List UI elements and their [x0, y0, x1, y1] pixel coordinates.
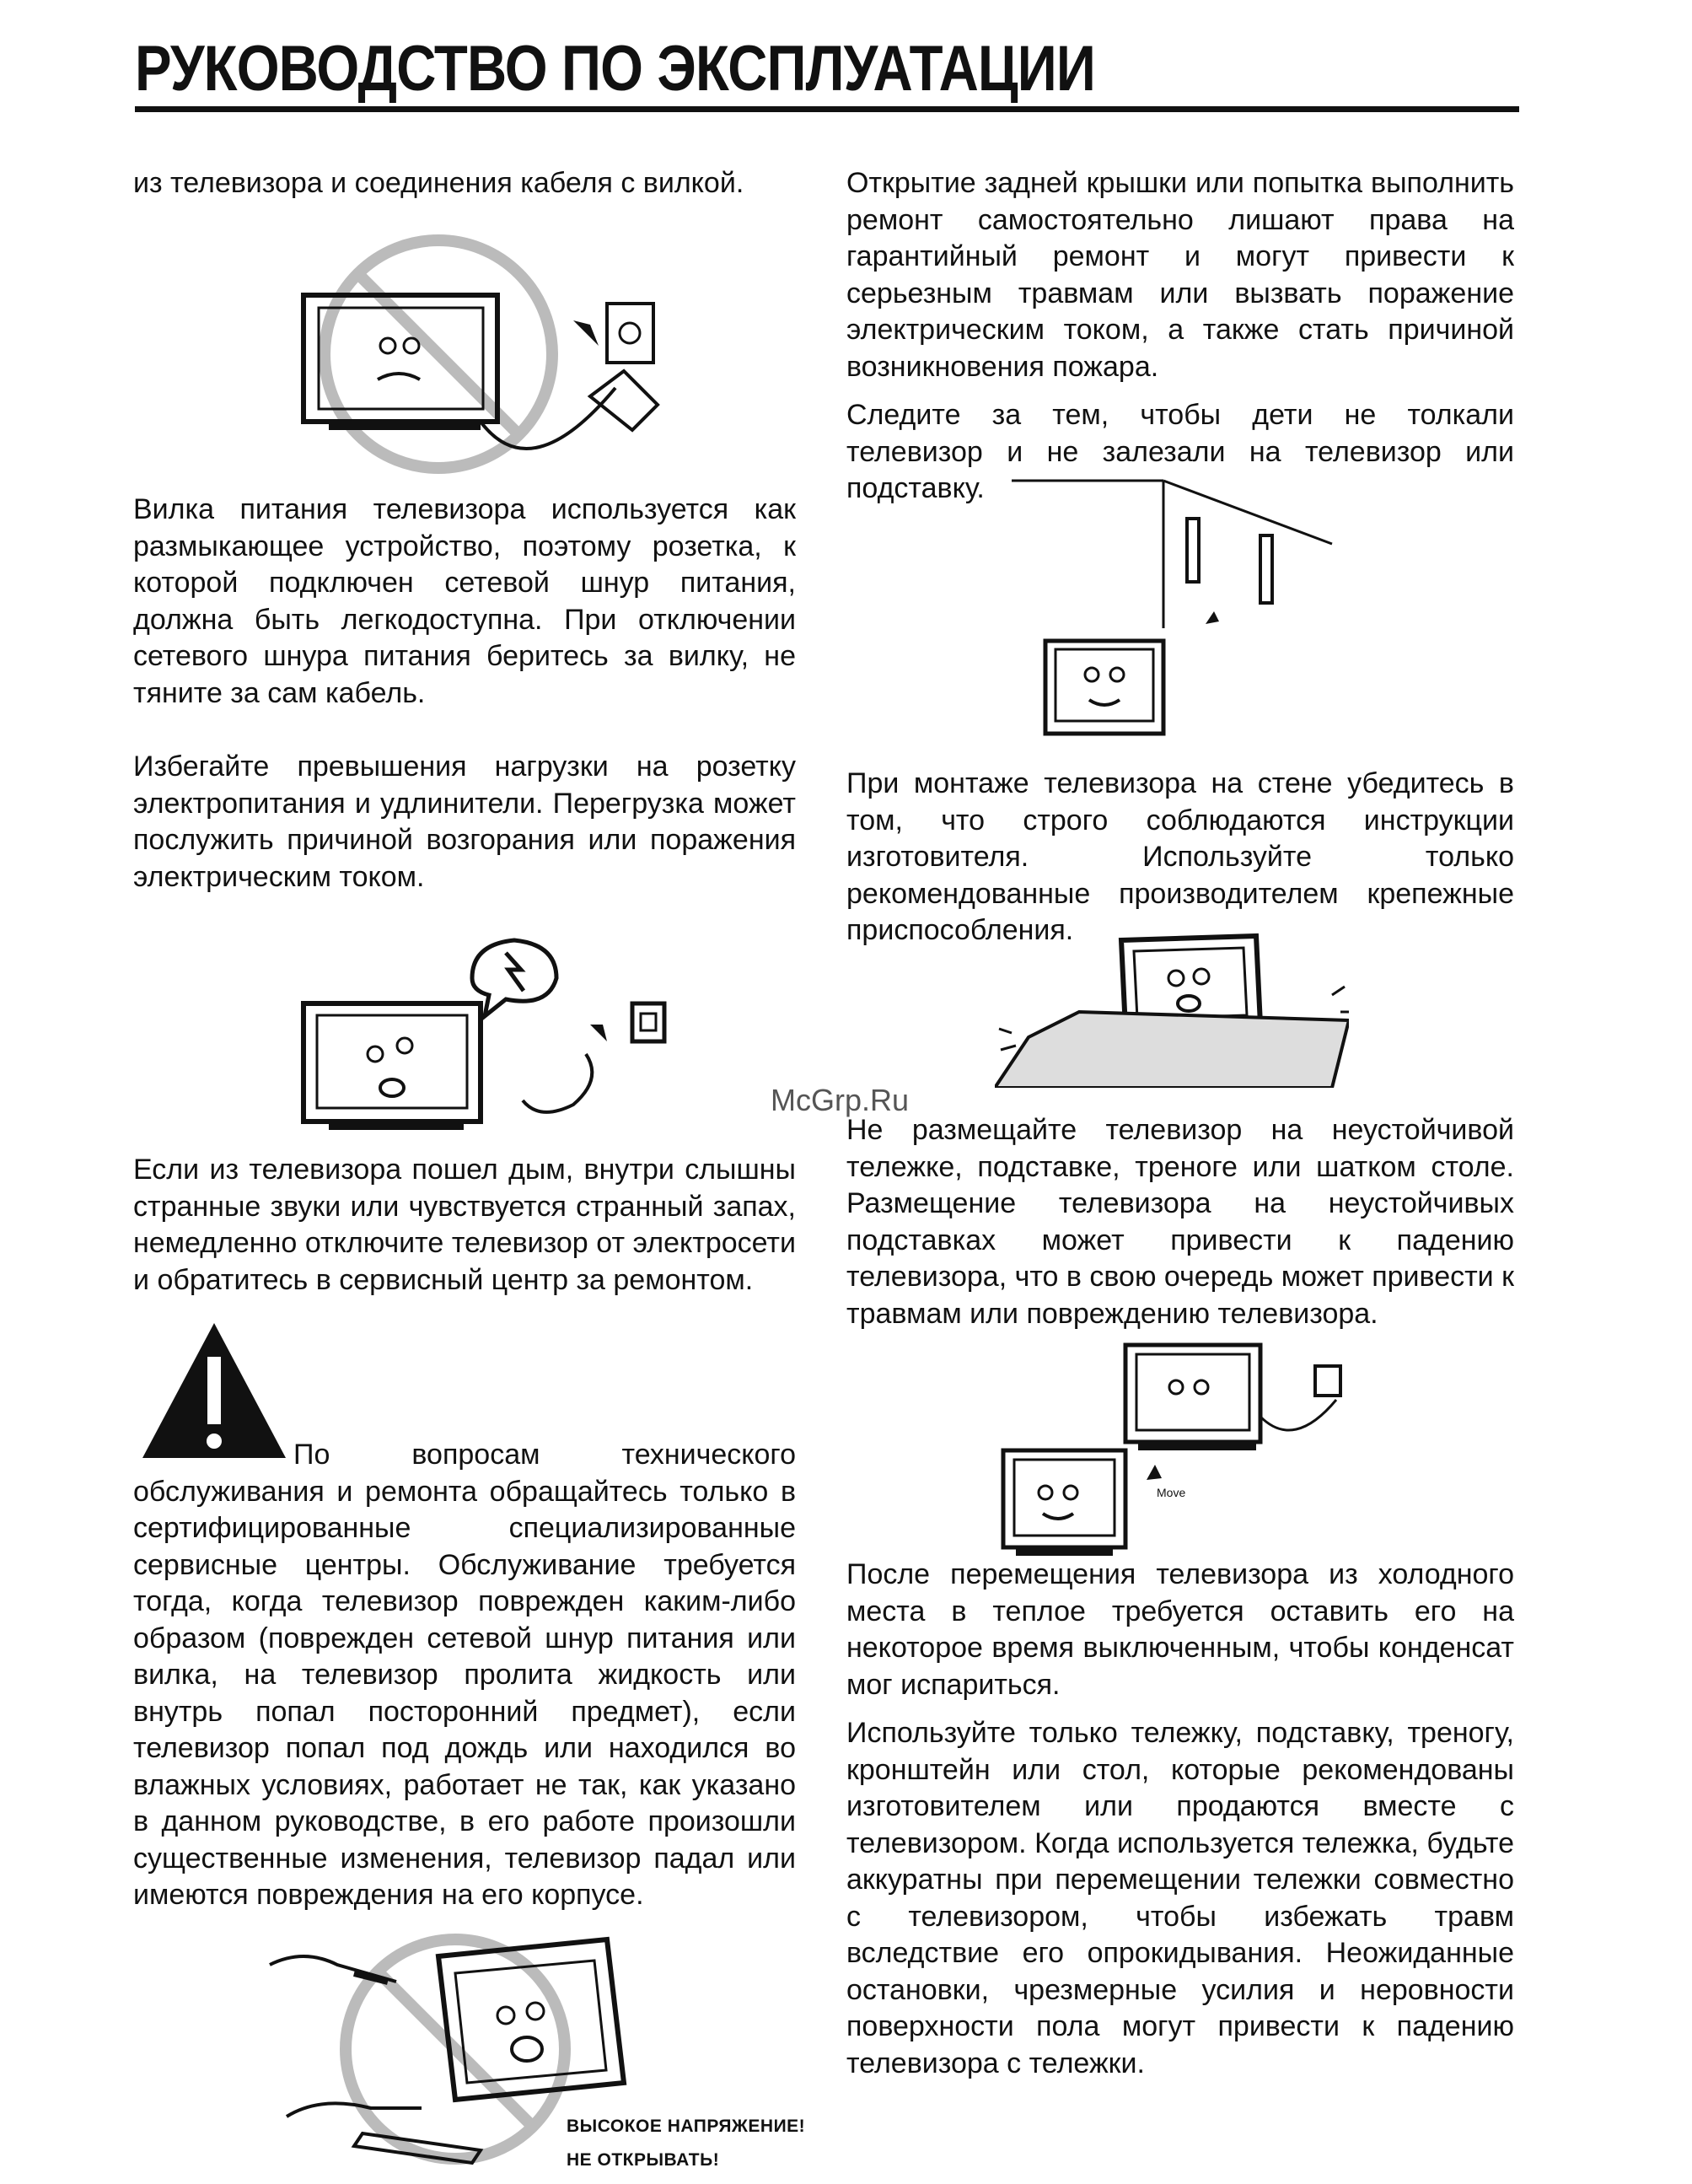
right-paragraph-3: При монтаже телевизора на стене убедитесь в том, что строго соблюдаются инструкции изготовителя. Используйте только рекомендованные производителем крепежные приспособления.: [846, 767, 1514, 946]
left-paragraph-2: Вилка питания телевизора используется как размыкающее устройство, поэтому розетка, к которой подключен сетевой шнур питания, должна быть легкодоступна. При отключении сетевого шнура питания беритесь за вилку, не тяните за сам кабель.: [133, 493, 796, 709]
left-paragraph-4: Если из телевизора пошел дым, внутри слышны странные звуки или чувствуется странный запах, немедленно отключите телевизор от электросети и обратитесь в сервисный центр за ремонтом.: [133, 1154, 796, 1296]
do-not-open-warning: НЕ ОТКРЫВАТЬ!: [567, 2150, 720, 2170]
title-rule: [135, 106, 1519, 112]
left-paragraph-5: По вопросам технического обслуживания и ремонта обращайтесь только в сертифицированные специализированные сервисные центры. Обслуживание требуется тогда, когда телевизор поврежден каким-либо образом (поврежден сетевой шнур питания или вилка, на телевизор пролита жидкость или внутрь попал посторонний предмет), если телевизор попал под дождь или находился во влажных условиях, работает не так, как указано в данном руководстве, в его работе произошли существенные изменения, телевизор падал или имеются повреждения на его корпусе.: [133, 1439, 796, 1911]
tv-smoke-unplug-illustration: [295, 928, 674, 1138]
move-label: Move: [1157, 1486, 1186, 1499]
tv-unstable-stand-illustration: [995, 928, 1349, 1088]
right-paragraph-2: Следите за тем, чтобы дети не толкали телевизор и не залезали на телевизор или подставку.: [846, 399, 1514, 504]
tv-wall-mount-illustration: [1012, 472, 1349, 742]
right-paragraph-6: Используйте только тележку, подставку, треногу, кронштейн или стол, которые рекомендованы изготовителем или продаются вместе с телевизором. Когда используется тележка, будьте аккуратны при перемещении тележки совместно с телевизором, чтобы избежать травм вследствие его опрокидывания. Неожиданные остановки, чрезмерные усилия и неровности поверхности пола могут привести к падению телевизора с тележки.: [846, 1717, 1514, 2079]
page-title: РУКОВОДСТВО ПО ЭКСПЛУАТАЦИИ: [135, 33, 1096, 105]
high-voltage-warning: ВЫСОКОЕ НАПРЯЖЕНИЕ!: [567, 2117, 806, 2136]
right-paragraph-5: После перемещения телевизора из холодного места в теплое требуется оставить его на некоторое время выключенным, чтобы конденсат мог испариться.: [846, 1558, 1514, 1701]
watermark: McGrp.Ru: [771, 1083, 910, 1117]
tv-move-illustration: [999, 1341, 1362, 1560]
tv-high-voltage-prohibited-illustration: [253, 1923, 658, 2176]
right-paragraph-4: Не размещайте телевизор на неустойчивой тележке, подставке, треноге или шатком столе. Размещение телевизора на неустойчивых подставках может привести к падению телевизора, что в свою очередь может привести к травмам или повреждению телевизора.: [846, 1114, 1514, 1330]
tv-unplug-prohibited-illustration: [278, 228, 666, 481]
left-paragraph-3: Избегайте превышения нагрузки на розетку электропитания и удлинители. Перегрузка может послужить причиной возгорания или поражения электрическим током.: [133, 750, 796, 893]
right-paragraph-1: Открытие задней крышки или попытка выполнить ремонт самостоятельно лишают права на гарантийный ремонт и могут привести к серьезным травмам или вызвать поражение электрическим током, а также стать причиной возникновения пожара.: [846, 167, 1514, 383]
left-paragraph-1: из телевизора и соединения кабеля с вилкой.: [133, 167, 744, 199]
